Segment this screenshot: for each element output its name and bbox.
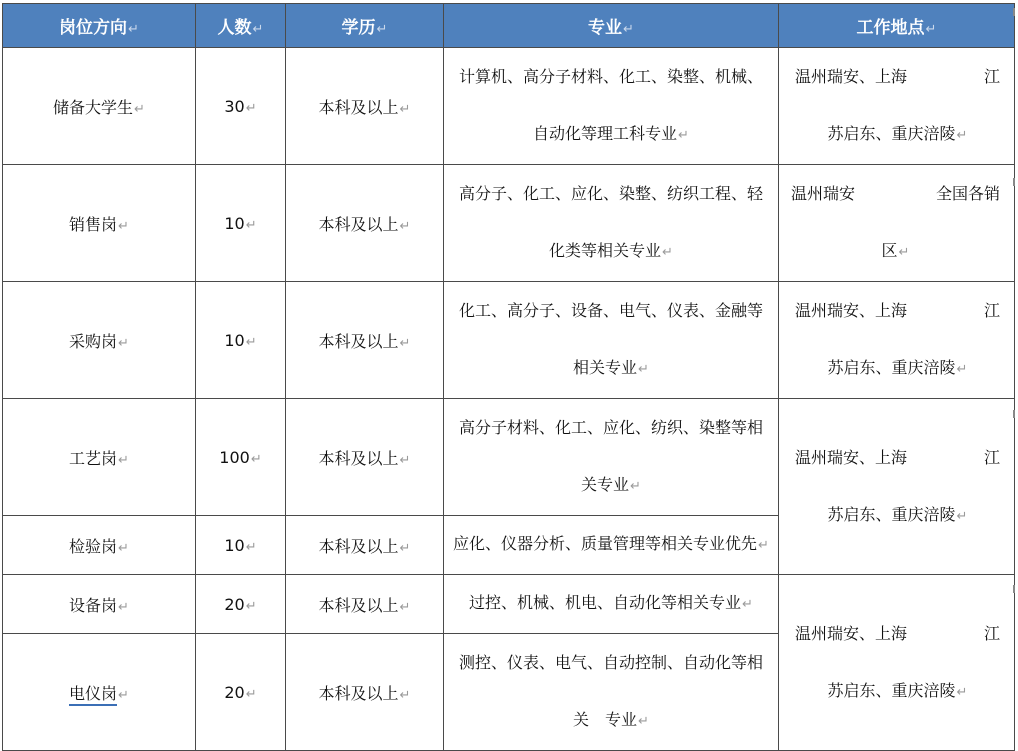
cell-location: 温州瑞安、上海 江 苏启东、重庆涪陵↵	[779, 282, 1015, 399]
cell-education: 本科及以上↵	[286, 282, 444, 399]
cell-major	[444, 165, 779, 282]
cell-position: 采购岗↵	[3, 282, 196, 399]
table-row	[3, 399, 1015, 516]
major-line-2: 相关专业↵	[573, 358, 649, 377]
header-row	[3, 4, 1015, 48]
cell-major	[444, 282, 779, 399]
header-position: 岗位方向↵	[3, 4, 196, 48]
cell-education: 本科及以上↵	[286, 575, 444, 634]
cell-position: 储备大学生↵	[3, 48, 196, 165]
major-line-1: 过控、机械、机电、自动化等相关专业↵	[469, 593, 753, 612]
cell-education: 本科及以上↵	[286, 399, 444, 516]
cell-major	[444, 48, 779, 165]
table-row	[3, 48, 1015, 165]
major-line-1: 应化、仪器分析、质量管理等相关专业优先↵	[453, 534, 769, 553]
cell-count: 20↵	[196, 575, 286, 634]
major-line-1: 计算机、高分子材料、化工、染整、机械、	[458, 67, 763, 86]
table-edge-marker	[1013, 410, 1015, 418]
cell-count: 100↵	[196, 399, 286, 516]
major-line-1: 高分子材料、化工、应化、纺织、染整等相	[458, 418, 763, 437]
cell-location: 温州瑞安、上海 江 苏启东、重庆涪陵↵	[779, 575, 1015, 751]
cell-education: 本科及以上↵	[286, 516, 444, 575]
header-major: 专业↵	[444, 4, 779, 48]
cell-education: 本科及以上↵	[286, 634, 444, 751]
table-row	[3, 282, 1015, 399]
major-line-2: 关专业↵	[581, 475, 641, 494]
table-edge-marker	[1013, 8, 1015, 16]
table-edge-marker	[1013, 585, 1015, 593]
table-row	[3, 575, 1015, 634]
major-line-1: 测控、仪表、电气、自动控制、自动化等相	[458, 653, 763, 672]
cell-position: 电仪岗↵	[3, 634, 196, 751]
job-table-container	[2, 3, 1015, 751]
cell-position: 设备岗↵	[3, 575, 196, 634]
cell-education: 本科及以上↵	[286, 48, 444, 165]
header-location: 工作地点↵	[779, 4, 1015, 48]
cell-major	[444, 516, 779, 575]
cell-count: 10↵	[196, 282, 286, 399]
major-line-1: 高分子、化工、应化、染整、纺织工程、轻	[458, 184, 763, 203]
cell-major	[444, 575, 779, 634]
header-education: 学历↵	[286, 4, 444, 48]
table-edge-marker	[1013, 178, 1015, 186]
cell-count: 20↵	[196, 634, 286, 751]
cell-position: 检验岗↵	[3, 516, 196, 575]
major-line-2: 化类等相关专业↵	[549, 241, 673, 260]
header-count: 人数↵	[196, 4, 286, 48]
cell-count: 30↵	[196, 48, 286, 165]
cell-location: 温州瑞安、上海 江 苏启东、重庆涪陵↵	[779, 399, 1015, 575]
job-table	[2, 3, 1015, 751]
major-line-2: 关 专业↵	[573, 710, 649, 729]
cell-major	[444, 399, 779, 516]
cell-count: 10↵	[196, 516, 286, 575]
cell-position: 工艺岗↵	[3, 399, 196, 516]
cell-position: 销售岗↵	[3, 165, 196, 282]
cell-education: 本科及以上↵	[286, 165, 444, 282]
cell-location: 温州瑞安 全国各销 区↵	[779, 165, 1015, 282]
cell-count: 10↵	[196, 165, 286, 282]
cell-major	[444, 634, 779, 751]
table-row	[3, 165, 1015, 282]
major-line-2: 自动化等理工科专业↵	[533, 124, 689, 143]
major-line-1: 化工、高分子、设备、电气、仪表、金融等	[458, 301, 763, 320]
cell-location: 温州瑞安、上海 江 苏启东、重庆涪陵↵	[779, 48, 1015, 165]
